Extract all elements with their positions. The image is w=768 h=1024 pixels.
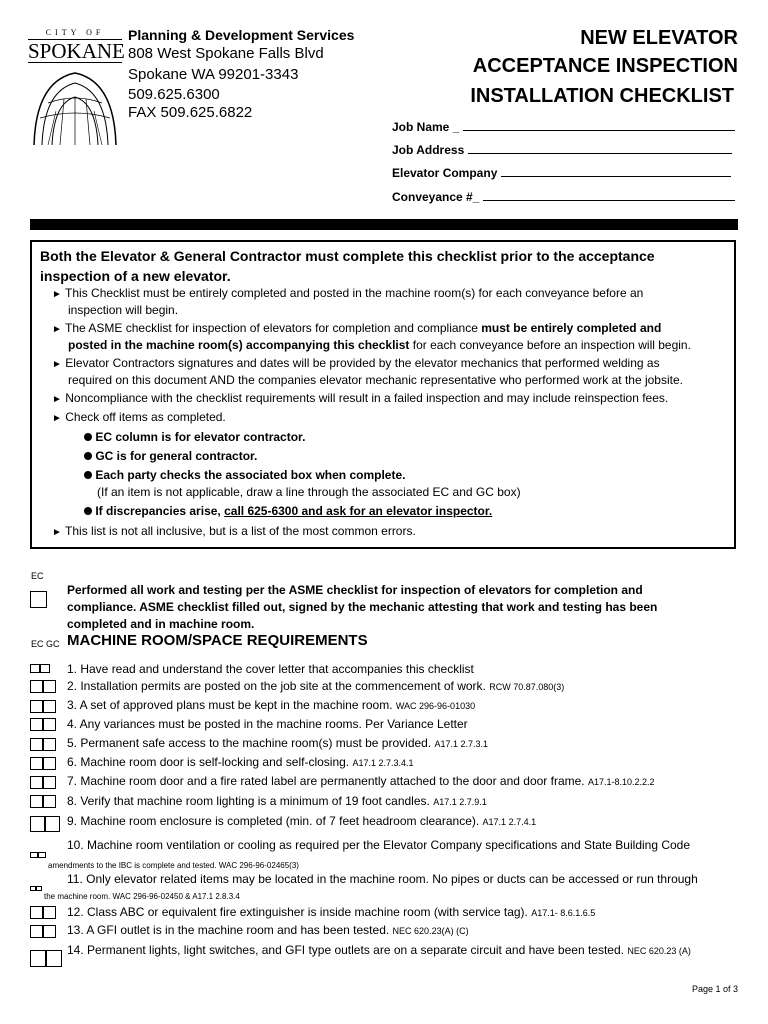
checklist-item-10-ref: amendments to the IBC is complete and tested. WAC 296-96-02465(3) — [48, 861, 299, 870]
checklist-item-12: 12. Class ABC or equivalent fire extinguisher is inside machine room (with service tag). A17.1- 8.6.1.6.5 — [67, 905, 596, 919]
gc-checkbox-14[interactable] — [46, 950, 62, 967]
sub-bullet-2 — [84, 448, 257, 465]
job-address-line — [468, 143, 732, 154]
title-line1: NEW ELEVATOR — [580, 27, 738, 49]
bullet-2-line2-a: posted in the machine room(s) accompanying this checklist — [68, 338, 410, 352]
arrow-icon: ► — [52, 324, 62, 335]
conveyance-field[interactable] — [392, 190, 738, 204]
bullet-3 — [52, 355, 660, 373]
arrow-icon: ► — [52, 527, 62, 538]
job-address-field[interactable] — [392, 143, 738, 157]
gc-checkbox-9[interactable] — [45, 816, 60, 832]
sub-bullet-1 — [84, 429, 305, 446]
ec-statement — [67, 582, 657, 633]
job-name-label: Job Name _ — [392, 120, 460, 134]
ec-checkbox-7[interactable] — [30, 776, 43, 789]
section-heading: MACHINE ROOM/SPACE REQUIREMENTS — [67, 632, 368, 649]
bullet-2-text-b: must be entirely completed and — [481, 321, 662, 335]
ec-checkbox-5[interactable] — [30, 738, 43, 751]
arrow-icon: ► — [52, 394, 62, 405]
gc-checkbox-13[interactable] — [43, 925, 56, 938]
phone: 509.625.6300 — [128, 86, 220, 103]
gc-checkbox-7[interactable] — [43, 776, 56, 789]
ec-checkbox-12[interactable] — [30, 906, 43, 919]
bullet-1-line2: inspection will begin. — [68, 303, 179, 317]
sub-bullet-3-note: (If an item is not applicable, draw a line through the associated EC and GC box) — [97, 485, 521, 499]
inspector-phone-note: call 625-6300 and ask for an elevator inspector. — [224, 504, 493, 518]
checklist-item-1: 1. Have read and understand the cover letter that accompanies this checklist — [67, 662, 474, 676]
bullet-dot-icon — [84, 507, 92, 515]
ec-checkbox-9[interactable] — [30, 816, 45, 832]
sub-bullet-1-text: EC column is for elevator contractor. — [95, 430, 306, 444]
ec-checkbox-14[interactable] — [30, 950, 46, 967]
gc-checkbox-1[interactable] — [40, 664, 50, 673]
arrow-icon: ► — [52, 359, 62, 370]
gc-checkbox-10[interactable] — [38, 852, 46, 858]
gc-checkbox-4[interactable] — [43, 718, 56, 731]
arrow-icon: ► — [52, 413, 62, 424]
gc-checkbox-3[interactable] — [43, 700, 56, 713]
ec-statement-checkbox[interactable] — [30, 591, 47, 608]
ec-checkbox-3[interactable] — [30, 700, 43, 713]
notice-box — [30, 240, 736, 549]
ec-statement-line1: Performed all work and testing per the ASME checklist for inspection of elevators for completion and — [67, 583, 643, 597]
title-line2: ACCEPTANCE INSPECTION — [472, 55, 738, 77]
sub-bullet-4-text: If discrepancies arise, — [95, 504, 225, 518]
checklist-item-2: 2. Installation permits are posted on the job site at the commencement of work. RCW 70.87.080(3) — [67, 679, 565, 693]
elevator-company-label: Elevator Company — [392, 166, 498, 180]
bullet-2-text-a: The ASME checklist for inspection of elevators for completion and compliance — [65, 321, 482, 335]
sub-bullet-2-text: GC is for general contractor. — [95, 449, 258, 463]
bullet-4 — [52, 390, 668, 408]
bullet-6-text: This list is not all inclusive, but is a list of the most common errors. — [65, 524, 416, 538]
bullet-6 — [52, 523, 416, 541]
bullet-3-line2: required on this document AND the companies elevator mechanic representative who performed work at the jobsite. — [68, 373, 683, 387]
bullet-dot-icon — [84, 452, 92, 460]
ec-label: EC — [31, 571, 44, 581]
gc-checkbox-5[interactable] — [43, 738, 56, 751]
checklist-item-5: 5. Permanent safe access to the machine room(s) must be provided. A17.1 2.7.3.1 — [67, 736, 489, 750]
title-line3: INSTALLATION CHECKLIST — [470, 85, 734, 107]
conveyance-line — [483, 190, 735, 201]
bullet-1 — [52, 285, 643, 303]
ec-statement-line2: compliance. ASME checklist filled out, signed by the mechanic attesting that work and testing has been — [67, 600, 658, 614]
fax: FAX 509.625.6822 — [128, 104, 253, 121]
bullet-1-line1: This Checklist must be entirely completed and posted in the machine room(s) for each conveyance before an — [65, 286, 644, 300]
gc-checkbox-6[interactable] — [43, 757, 56, 770]
elevator-company-line — [501, 166, 731, 177]
ec-checkbox-8[interactable] — [30, 795, 43, 808]
conveyance-label: Conveyance #_ — [392, 190, 480, 204]
ec-checkbox-4[interactable] — [30, 718, 43, 731]
checklist-item-13: 13. A GFI outlet is in the machine room and has been tested. NEC 620.23(A) (C) — [67, 923, 469, 937]
sub-bullet-3-text: Each party checks the associated box when complete. — [95, 468, 406, 482]
address-line2: Spokane WA 99201-3343 — [128, 66, 299, 83]
page-number: Page 1 of 3 — [691, 984, 738, 994]
divider-bar — [30, 219, 738, 230]
bullet-2 — [52, 320, 712, 338]
city-logo — [28, 28, 125, 140]
bullet-2-line2-b: for each conveyance before an inspection will begin. — [409, 338, 691, 352]
bullet-dot-icon — [84, 433, 92, 441]
bullet-4-text: Noncompliance with the checklist requirements will result in a failed inspection and may include reinspection fees. — [65, 391, 669, 405]
checklist-item-6: 6. Machine room door is self-locking and self-closing. A17.1 2.7.3.4.1 — [67, 755, 414, 769]
ec-checkbox-13[interactable] — [30, 925, 43, 938]
checklist-item-9: 9. Machine room enclosure is completed (min. of 7 feet headroom clearance). A17.1 2.7.4.1 — [67, 814, 537, 828]
ec-statement-line3: completed and in machine room. — [67, 617, 255, 631]
bullet-3-line1: Elevator Contractors signatures and dates will be provided by the elevator mechanics that performed welding as — [65, 356, 660, 370]
job-name-field[interactable] — [392, 120, 738, 134]
checklist-item-7: 7. Machine room door and a fire rated label are permanently attached to the door and door frame. A17.1-8.10.2.2.2 — [67, 774, 655, 788]
department-name: Planning & Development Services — [128, 27, 355, 43]
elevator-company-field[interactable] — [392, 166, 738, 180]
logo-name: SPOKANE — [28, 39, 125, 63]
gc-checkbox-11[interactable] — [36, 886, 42, 891]
ec-checkbox-6[interactable] — [30, 757, 43, 770]
arrow-icon: ► — [52, 289, 62, 300]
job-name-line — [463, 120, 735, 131]
sub-bullet-4 — [84, 503, 492, 520]
checklist-item-3: 3. A set of approved plans must be kept in the machine room. WAC 296-96-01030 — [67, 698, 476, 712]
job-address-label: Job Address — [392, 143, 465, 157]
bullet-5 — [52, 409, 226, 427]
ec-checkbox-1[interactable] — [30, 664, 40, 673]
address-line1: 808 West Spokane Falls Blvd — [128, 45, 324, 62]
logo-city-text: CITY OF — [45, 28, 105, 37]
checklist-item-11: 11. Only elevator related items may be located in the machine room. No pipes or ducts can be accessed or run through — [67, 872, 698, 886]
checklist-item-11-ref: the machine room. WAC 296-96-02450 & A17.1 2.8.3.4 — [44, 892, 240, 901]
ec-gc-column-labels: EC GC — [31, 639, 60, 649]
ec-checkbox-2[interactable] — [30, 680, 43, 693]
checklist-item-8: 8. Verify that machine room lighting is a minimum of 19 foot candles. A17.1 2.7.9.1 — [67, 794, 487, 808]
sub-bullet-3 — [84, 467, 405, 484]
bridge-arch-icon — [28, 63, 122, 147]
bullet-5-text: Check off items as completed. — [65, 410, 226, 424]
gc-checkbox-2[interactable] — [43, 680, 56, 693]
gc-checkbox-12[interactable] — [43, 906, 56, 919]
checklist-item-14: 14. Permanent lights, light switches, and GFI type outlets are on a separate circuit and have been tested. NEC 620.23 (A) — [67, 943, 691, 957]
checklist-item-4: 4. Any variances must be posted in the machine rooms. Per Variance Letter — [67, 717, 468, 731]
checklist-item-10: 10. Machine room ventilation or cooling as required per the Elevator Company specifications and State Building Code — [67, 838, 691, 852]
bullet-dot-icon — [84, 471, 92, 479]
notice-heading: Both the Elevator & General Contractor must complete this checklist prior to the acceptance inspection of a new elevator. — [40, 248, 655, 284]
bullet-2-line2 — [68, 337, 691, 354]
ec-checkbox-10[interactable] — [30, 852, 38, 858]
gc-checkbox-8[interactable] — [43, 795, 56, 808]
